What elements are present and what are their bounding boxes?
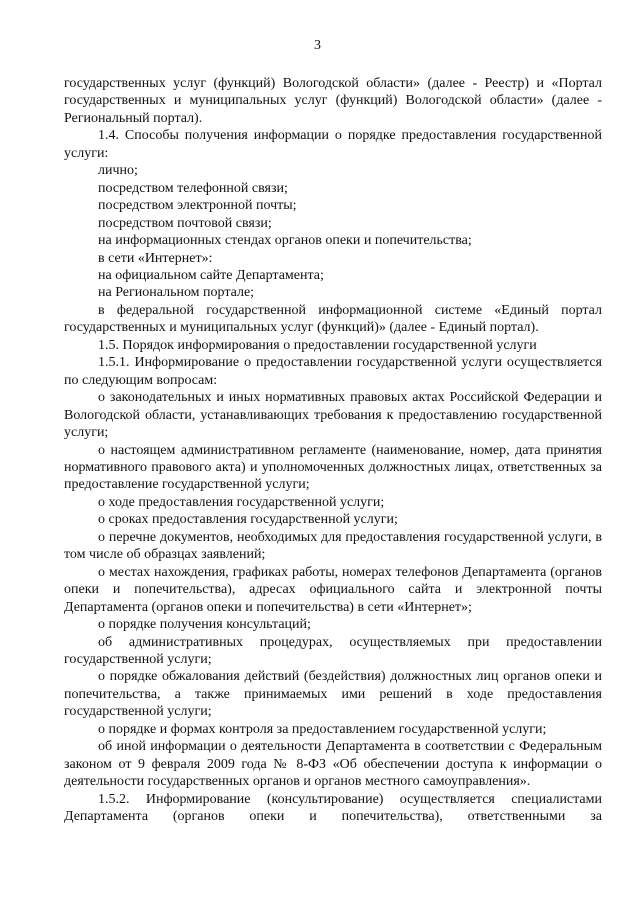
page-number: 3 bbox=[314, 38, 321, 53]
list-item: о настоящем административном регламенте (наименование, номер, дата принятия нормативного правового акта) и уполномоченных должностных лицах, ответственных за предоставление государственной услуги; bbox=[64, 442, 602, 493]
list-item: о сроках предоставления государственной услуги; bbox=[98, 512, 398, 528]
list-item: на Региональном портале; bbox=[98, 285, 255, 301]
list-item: лично; bbox=[98, 163, 138, 179]
list-item: посредством почтовой связи; bbox=[98, 215, 272, 231]
list-item: посредством телефонной связи; bbox=[98, 180, 288, 196]
list-item: о законодательных и иных нормативных правовых актах Российской Федерации и Вологодской области, устанавливающих требования к предоставлению государственной услуги; bbox=[64, 390, 602, 441]
list-item: на официальном сайте Департамента; bbox=[98, 267, 324, 283]
list-item: о ходе предоставления государственной услуги; bbox=[98, 494, 385, 510]
list-item: о перечне документов, необходимых для предоставления государственной услуги, в том числе об образцах заявлений; bbox=[64, 529, 602, 563]
list-item: в федеральной государственной информационной системе «Единый портал государственных и муниципальных услуг (функций)» (далее - Единый портал). bbox=[64, 302, 602, 336]
list-item: на информационных стендах органов опеки и попечительства; bbox=[98, 233, 472, 249]
paragraph-1-5-1: 1.5.1. Информирование о предоставлении государственной услуги осуществляется по следующим вопросам: bbox=[64, 355, 602, 388]
list-item: о порядке обжалования действий (бездействия) должностных лиц органов опеки и попечительства, а также принимаемых ими решений в ходе предоставления государственной услуги; bbox=[64, 669, 602, 720]
paragraph-1-5: 1.5. Порядок информирования о предоставлении государственной услуги bbox=[98, 337, 537, 353]
paragraph-portal-continuation: государственных услуг (функций) Вологодской области» (далее - Реестр) и «Портал государственных и муниципальных услуг (функций) Вологодской области» (далее - Региональный портал). bbox=[64, 76, 602, 126]
list-item: об иной информации о деятельности Департамента в соответствии с Федеральным законом от 9 февраля 2009 года № 8-ФЗ «Об обеспечении доступа к информации о деятельности государственных органов и органов местного самоуправления». bbox=[64, 739, 602, 790]
document-body bbox=[64, 75, 602, 825]
list-item: о местах нахождения, графиках работы, номерах телефонов Департамента (органов опеки и попечительства), адресах официального сайта и электронной почты Департамента (органов опеки и попечительства) в сети «Интернет»; bbox=[64, 564, 602, 615]
list-item: о порядке получения консультаций; bbox=[98, 617, 311, 633]
list-item: о порядке и формах контроля за предоставлением государственной услуги; bbox=[98, 721, 547, 737]
list-item: в сети «Интернет»: bbox=[98, 250, 213, 266]
list-item: посредством электронной почты; bbox=[98, 198, 297, 214]
paragraph-1-5-2: 1.5.2. Информирование (консультирование) осуществляется специалистами Департамента (органов опеки и попечительства), ответственными за bbox=[64, 791, 602, 825]
list-item: об административных процедурах, осуществляемых при предоставлении государственной услуги; bbox=[64, 634, 602, 667]
paragraph-1-4: 1.4. Способы получения информации о порядке предоставления государственной услуги: bbox=[64, 128, 602, 161]
